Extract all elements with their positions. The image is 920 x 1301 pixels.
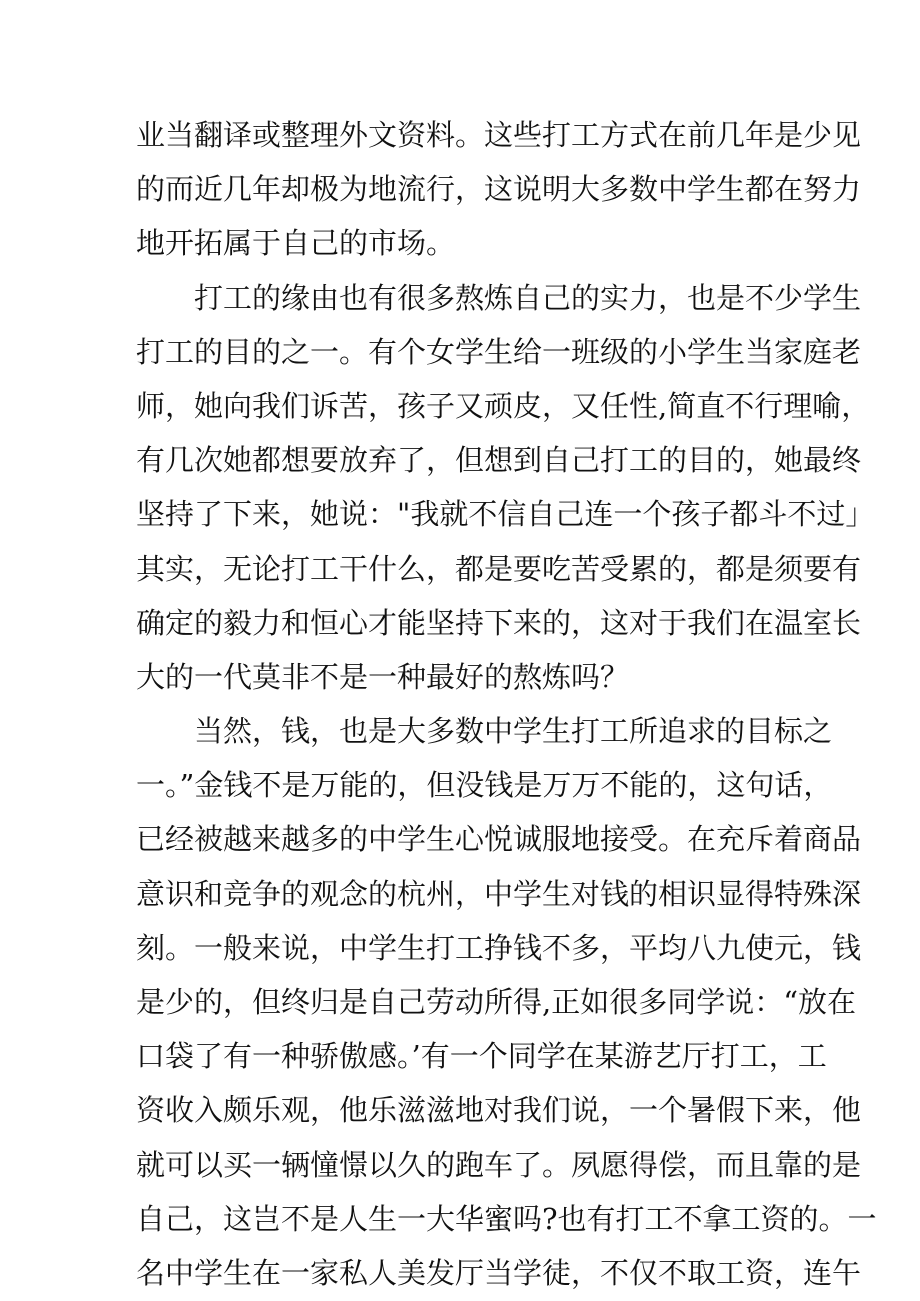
text-line: 口袋了有一种骄傲感。’有一个同学在某游艺厅打工，工 bbox=[136, 1039, 827, 1074]
text-line: 就可以买一辆憧憬以久的跑车了。夙愿得偿，而且靠的是 bbox=[136, 1147, 862, 1182]
text-line: 一。”金钱不是万能的，但没钱是万万不能的，这句话， bbox=[136, 768, 833, 803]
text-line: 打工的缘由也有很多熬炼自己的实力，也是不少学生 bbox=[194, 280, 862, 315]
text-line: 当然，钱，也是大多数中学生打工所追求的目标之 bbox=[194, 714, 833, 749]
text-line: 的而近几年却极为地流行，这说明大多数中学生都在努力 bbox=[136, 172, 862, 207]
text-line: 坚持了下来，她说："我就不信自己连一个孩子都斗不过」 bbox=[136, 497, 875, 532]
text-line: 资收入颇乐观，他乐滋滋地对我们说，一个暑假下来，他 bbox=[136, 1093, 862, 1128]
text-line: 打工的目的之一。有个女学生给一班级的小学生当家庭老 bbox=[136, 334, 862, 369]
text-line: 大的一代莫非不是一种最好的熬炼吗？ bbox=[136, 659, 630, 694]
text-line: 名中学生在一家私人美发厅当学徒，不仅不取工资，连午 bbox=[136, 1255, 862, 1290]
body-text bbox=[136, 108, 877, 1300]
text-line: 师，她向我们诉苦，孩子又顽皮，又任性,简直不行理喻， bbox=[136, 388, 871, 423]
text-line: 有几次她都想要放弃了，但想到自己打工的目的，她最终 bbox=[136, 443, 862, 478]
text-line: 自己，这岂不是人生一大华蜜吗?也有打工不拿工资的。一 bbox=[136, 1201, 877, 1236]
text-line: 地开拓属于自己的市场。 bbox=[136, 226, 456, 261]
text-line: 意识和竞争的观念的杭州，中学生对钱的相识显得特殊深 bbox=[136, 876, 862, 911]
text-line: 其实，无论打工干什么，都是要吃苦受累的，都是须要有 bbox=[136, 551, 862, 586]
paragraph-1 bbox=[136, 108, 862, 271]
text-line: 已经被越来越多的中学生心悦诚服地接受。在充斥着商品 bbox=[136, 822, 862, 857]
paragraph-3 bbox=[136, 704, 877, 1300]
text-line: 确定的毅力和恒心才能坚持下来的，这对于我们在温室长 bbox=[136, 605, 862, 640]
paragraph-2 bbox=[136, 271, 875, 705]
text-line: 业当翻译或整理外文资料。这些打工方式在前几年是少见 bbox=[136, 118, 862, 152]
text-line: 是少的，但终归是自己劳动所得,正如很多同学说：“放在 bbox=[136, 985, 857, 1019]
text-line: 刻。一般来说，中学生打工挣钱不多，平均八九使元，钱 bbox=[136, 930, 862, 965]
